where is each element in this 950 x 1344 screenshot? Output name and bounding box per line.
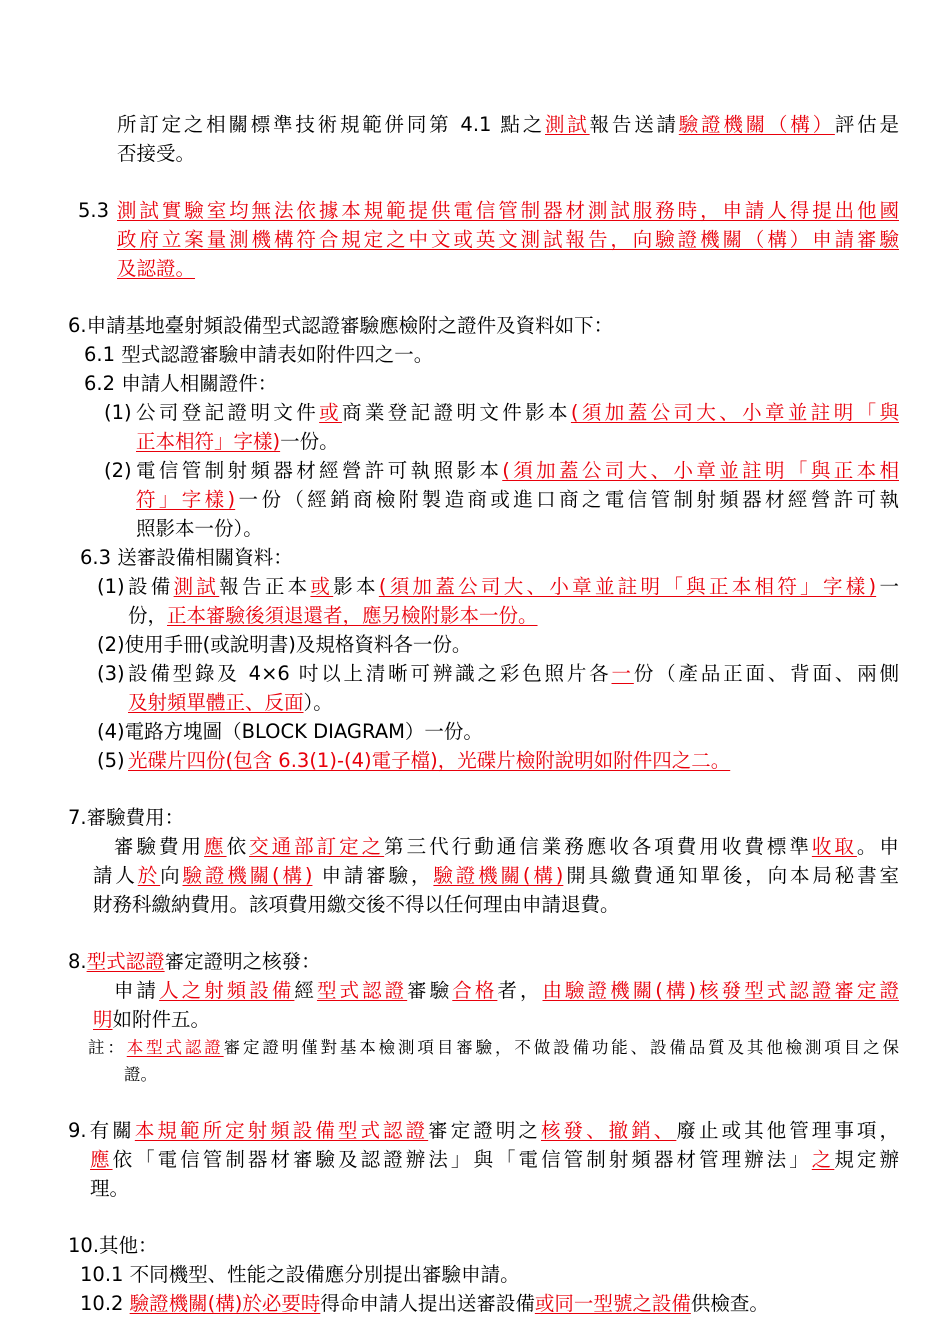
item-6-2: 6.2 申請人相關證件： <box>84 372 278 395</box>
item-6-3-1-line-2 <box>128 602 538 630</box>
text-run: 電信管制射頻器材經營許可執照影本 <box>136 459 503 482</box>
item-6-1: 6.1 型式認證審驗申請表如附件四之一。 <box>84 343 434 366</box>
text-run: 評估是 <box>834 113 899 136</box>
text-run: 如附件五。 <box>112 1008 211 1031</box>
text-run: 供檢查。 <box>690 1292 769 1315</box>
text-run-red: 政府立案量測機構符合規定之中文或英文測試報告，向驗證機關（構）申請審驗 <box>117 228 899 251</box>
text-run: 審定證明僅對基本檢測項目審驗，不做設備功能、設備品質及其他檢測項目之保 <box>223 1038 900 1057</box>
text-run-red: 合格 <box>452 979 498 1002</box>
text-run-red: 之 <box>811 1148 835 1171</box>
text-run-red: 驗證機關(構) <box>433 864 564 887</box>
item-6-3-5-text <box>128 747 730 775</box>
text-run: 商業登記證明文件影本 <box>342 401 571 424</box>
item-6-3-3-line-2 <box>128 689 333 717</box>
text-run: 審驗費用 <box>114 835 205 858</box>
text-run: 影本 <box>333 575 379 598</box>
item-5-3-line-1 <box>117 197 899 225</box>
text-run: 經 <box>294 979 317 1002</box>
sec9-line-3: 理。 <box>90 1177 130 1200</box>
item-6-2-1-number: (1) <box>104 401 132 424</box>
text-run-red: 測試實驗室均無法依據本規範提供電信管制器材測試服務時，申請人得提出他國 <box>117 199 899 222</box>
text-run-red: 交通部訂定之 <box>249 835 385 858</box>
sec8-line-1 <box>114 977 899 1005</box>
sec8-note-line-1 <box>88 1035 899 1061</box>
text-run-red: 型式認證 <box>86 950 165 973</box>
text-run-red: 或同一型號之設備 <box>534 1292 691 1315</box>
sec7-line-3: 財務科繳納費用。該項費用繳交後不得以任何理由申請退費。 <box>93 893 620 916</box>
text-run: 請人 <box>93 864 138 887</box>
text-run: 份（產品正面、背面、兩側 <box>633 662 899 685</box>
text-run: 註： <box>88 1038 127 1057</box>
text-run: 。申 <box>856 835 899 858</box>
text-run-red: 型式認證 <box>316 979 408 1002</box>
text-run: 8. <box>68 950 87 973</box>
text-run: 一 <box>876 575 899 598</box>
text-run: 審定證明之 <box>428 1119 541 1142</box>
item-6-3-5-number: (5) <box>97 749 125 772</box>
text-run: 依「電信管制器材審驗及認證辦法」與「電信管制射頻器材管理辦法」 <box>112 1148 812 1171</box>
text-run-red: 或 <box>319 401 343 424</box>
text-run: 廢止或其他管理事項， <box>676 1119 899 1142</box>
item-6-3-1-line-1 <box>128 573 899 601</box>
text-run: 報告正本 <box>219 575 311 598</box>
sec9-line-2 <box>90 1146 899 1174</box>
text-run-red: 於 <box>137 864 161 887</box>
text-run-red: (須加蓋公司大、小章並註明「與 <box>570 401 899 424</box>
text-run-red: 測試 <box>173 575 220 598</box>
text-run: 份， <box>128 604 168 627</box>
item-6-3-2: (2)使用手冊(或說明書)及規格資料各一份。 <box>97 633 472 656</box>
item-10-2 <box>80 1290 769 1318</box>
text-run: 審驗 <box>407 979 453 1002</box>
text-run-red: (須加蓋公司大、小章並註明「與正本相 <box>502 459 899 482</box>
item-10-1: 10.1 不同機型、性能之設備應分別提出審驗申請。 <box>80 1263 520 1286</box>
text-run: 第三代行動通信業務應收各項費用收費標準 <box>384 835 812 858</box>
text-run: ）。 <box>303 691 333 714</box>
item-6-2-2-line-1 <box>136 457 899 485</box>
text-run: 設備 <box>128 575 174 598</box>
section-10-heading: 10.其他： <box>68 1234 158 1257</box>
text-run-red: 驗證機關(構) <box>182 864 313 887</box>
text-run-red: 光碟片四份(包含 6.3(1)-(4)電子檔)，光碟片檢附說明如附件四之二。 <box>128 749 731 772</box>
item-6-3-4: (4)電路方塊圖（BLOCK DIAGRAM）一份。 <box>97 720 483 743</box>
text-run-red: 應 <box>90 1148 113 1171</box>
item-5-3-line-2 <box>117 226 899 254</box>
text-run: 10.2 <box>80 1292 130 1315</box>
text-run: 依 <box>226 835 250 858</box>
text-run: 公司登記證明文件 <box>136 401 320 424</box>
item-6-3: 6.3 送審設備相關資料： <box>80 546 293 569</box>
text-run: 審定證明之核發： <box>164 950 321 973</box>
sec5-line-2: 否接受。 <box>117 142 196 165</box>
text-run-red: 本規範所定射頻設備型式認證 <box>134 1119 429 1142</box>
text-run-red: 一 <box>611 662 634 685</box>
text-run: 向 <box>160 864 183 887</box>
item-6-3-1-number: (1) <box>97 575 125 598</box>
text-run-red: 驗證機關（構） <box>678 113 835 136</box>
text-run-red: 應 <box>204 835 227 858</box>
sec7-line-1 <box>114 833 899 861</box>
text-run-red: 收取 <box>811 835 857 858</box>
text-run-red: 及射頻單體正、反面 <box>128 691 304 714</box>
text-run: 一份。 <box>280 430 339 453</box>
text-run: 得命申請人提出送審設備 <box>320 1292 535 1315</box>
text-run-red: 測試 <box>545 113 590 136</box>
text-run-red: 驗證機關(構)於必要時 <box>129 1292 321 1315</box>
text-run-red: 人之射頻設備 <box>159 979 295 1002</box>
text-run-red: 由驗證機關(構)核發型式認證審定證 <box>542 979 899 1002</box>
item-5-3-line-3 <box>117 255 195 283</box>
text-run: 規定辦 <box>834 1148 899 1171</box>
text-run-red: 正本相符」字樣) <box>136 430 281 453</box>
text-run: 申請審驗， <box>312 864 434 887</box>
item-6-2-1-line-1 <box>136 399 899 427</box>
text-run-red: 及認證。 <box>117 257 196 280</box>
text-run-red: (須加蓋公司大、小章並註明「與正本相符」字樣) <box>378 575 877 598</box>
text-run: 9.有關 <box>68 1119 135 1142</box>
text-run: 所訂定之相關標準技術規範併同第 4.1 點之 <box>117 113 546 136</box>
text-run-red: 或 <box>310 575 334 598</box>
text-run: 設備型錄及 4×6 吋以上清晰可辨識之彩色照片各 <box>128 662 612 685</box>
item-6-3-3-line-1 <box>128 660 899 688</box>
text-run: 開具繳費通知單後，向本局秘書室 <box>563 864 899 887</box>
section-7-heading: 7.審驗費用： <box>68 806 185 829</box>
text-run-red: 符」字樣) <box>136 488 236 511</box>
text-run-red: 明 <box>93 1008 113 1031</box>
item-6-2-1-line-2 <box>136 428 339 456</box>
text-run: 申請 <box>114 979 160 1002</box>
item-6-2-2-line-3: 照影本一份）。 <box>136 517 263 540</box>
sec9-line-1 <box>68 1117 899 1145</box>
text-run-red: 本型式認證 <box>126 1038 224 1057</box>
sec7-line-2 <box>93 862 899 890</box>
item-6-2-2-number: (2) <box>104 459 132 482</box>
sec8-line-2 <box>93 1006 210 1034</box>
text-run-red: 正本審驗後須退還者，應另檢附影本一份。 <box>167 604 538 627</box>
section-6-heading: 6.申請基地臺射頻設備型式認證審驗應檢附之證件及資料如下： <box>68 314 614 337</box>
item-5-3-number: 5.3 <box>78 199 110 222</box>
text-run: 一份（經銷商檢附製造商或進口商之電信管制射頻器材經營許可執 <box>235 488 899 511</box>
text-run: 者， <box>497 979 543 1002</box>
text-run: 報告送請 <box>589 113 679 136</box>
section-8-heading <box>68 948 321 976</box>
item-6-2-2-line-2 <box>136 486 899 514</box>
sec5-line-1 <box>117 111 899 139</box>
item-6-3-3-number: (3) <box>97 662 125 685</box>
text-run-red: 核發、撤銷、 <box>540 1119 677 1142</box>
sec8-note-line-2: 證。 <box>124 1065 157 1084</box>
